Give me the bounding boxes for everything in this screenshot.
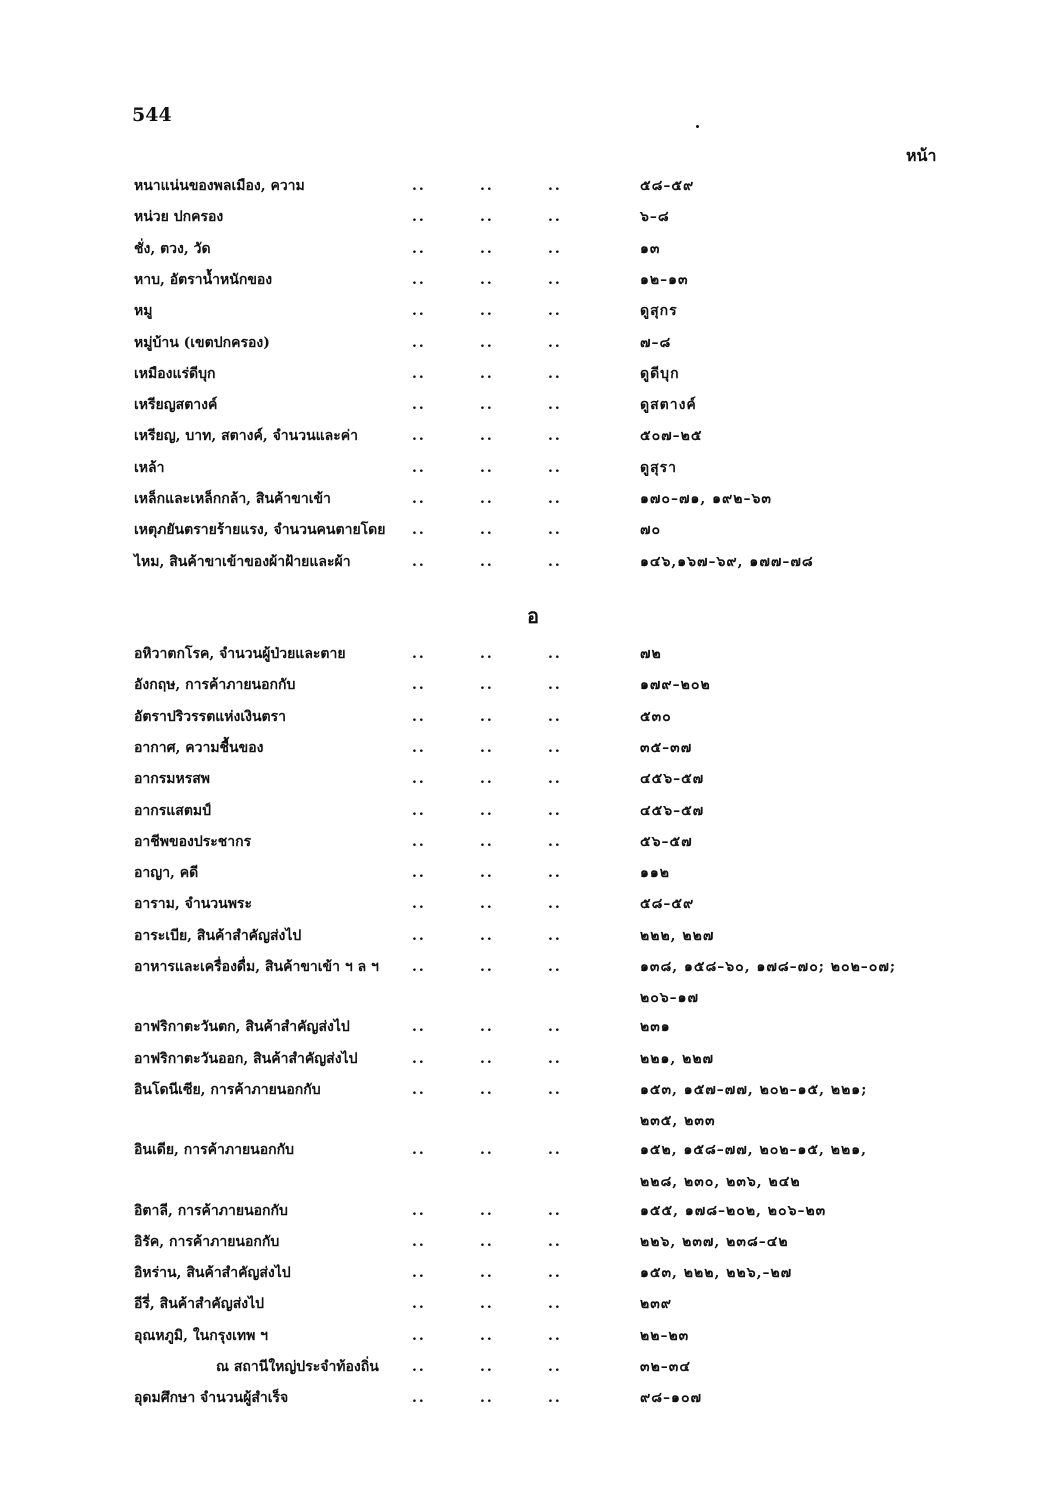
section-letter: อ xyxy=(527,604,540,628)
dot-leader: .. xyxy=(548,1233,562,1250)
entry-pages: ๒๒–๒๓ xyxy=(640,1327,690,1344)
dot-leader: .. xyxy=(548,209,562,226)
dot-leader: .. xyxy=(412,959,426,975)
dot-leader: .. xyxy=(548,1327,562,1344)
entry-term: ณ สถานีใหญ่ประจำท้องถิ่น xyxy=(216,1359,379,1375)
dot-leader: .. xyxy=(548,491,562,507)
entry-pages: ๓๕–๓๗ xyxy=(640,739,693,756)
entry-pages: ๗–๘ xyxy=(640,334,672,351)
entry-pages: ๒๓๑ xyxy=(640,1019,671,1036)
index-entry xyxy=(0,393,1040,417)
dot-leader: .. xyxy=(412,1050,426,1067)
dot-leader: .. xyxy=(412,1202,426,1219)
entry-term: อาราม, จำนวนพระ xyxy=(134,896,252,913)
entry-term: เหรียญ, บาท, สตางค์, จำนวนและค่า xyxy=(134,428,358,445)
dot-leader: .. xyxy=(480,1296,494,1313)
entry-term: หมู xyxy=(134,303,153,320)
dot-leader: .. xyxy=(412,271,426,288)
page-number: 544 xyxy=(132,104,172,126)
dot-leader: .. xyxy=(412,833,426,850)
speck-mark xyxy=(696,125,699,128)
dot-leader: .. xyxy=(480,1233,494,1250)
entry-term: อากาศ, ความชื้นของ xyxy=(134,739,264,756)
entry-term: เหตุภยันตรายร้ายแรง, จำนวนคนตายโดย xyxy=(134,522,386,539)
entry-pages: ๑๗๐–๗๑, ๑๙๒–๖๓ xyxy=(640,491,772,507)
index-entry xyxy=(0,456,1040,480)
entry-term: อาชีพของประชากร xyxy=(134,833,252,850)
dot-leader: .. xyxy=(480,209,494,226)
entry-term: อาฟริกาตะวันออก, สินค้าสำคัญส่งไป xyxy=(134,1050,358,1067)
index-entry xyxy=(0,1230,1040,1254)
dot-leader: .. xyxy=(412,303,426,320)
entry-pages: ๓๒–๓๔ xyxy=(640,1359,691,1375)
dot-leader: .. xyxy=(412,1081,426,1098)
page-column-header: หน้า xyxy=(906,146,937,165)
index-entry xyxy=(0,1047,1040,1071)
entry-term: เหมืองแร่ดีบุก xyxy=(134,365,216,382)
entry-pages-continued: ๒๐๖–๑๗ xyxy=(640,990,700,1007)
dot-leader: .. xyxy=(548,397,562,414)
dot-leader: .. xyxy=(412,459,426,476)
dot-leader: .. xyxy=(412,178,426,194)
dot-leader: .. xyxy=(548,271,562,288)
dot-leader: .. xyxy=(548,865,562,882)
dot-leader: .. xyxy=(480,739,494,756)
entry-pages: ดูสตางค์ xyxy=(640,397,697,414)
entry-term: หาบ, อัตราน้ำหนักของ xyxy=(134,271,273,288)
entry-term: อาหารและเครื่องดื่ม, สินค้าขาเข้า ฯ ล ฯ xyxy=(134,959,379,975)
entry-term: อาญา, คดี xyxy=(134,865,199,882)
entry-term: หมู่บ้าน (เขตปกครอง) xyxy=(134,334,270,351)
dot-leader: .. xyxy=(548,927,562,944)
dot-leader: .. xyxy=(548,771,562,788)
entry-pages: ๔๕๖–๕๗ xyxy=(640,771,705,788)
entry-term: ไหม, สินค้าขาเข้าของผ้าฝ้ายและผ้า xyxy=(134,553,351,570)
index-entry xyxy=(0,892,1040,916)
dot-leader: .. xyxy=(548,959,562,975)
dot-leader: .. xyxy=(548,1359,562,1375)
entry-pages: ๒๒๖, ๒๓๗, ๒๓๘–๔๒ xyxy=(640,1233,789,1250)
index-entry xyxy=(0,1292,1040,1316)
index-entry xyxy=(0,518,1040,542)
dot-leader: .. xyxy=(412,802,426,819)
index-entry xyxy=(0,673,1040,697)
dot-leader: .. xyxy=(412,739,426,756)
dot-leader: .. xyxy=(412,553,426,570)
dot-leader: .. xyxy=(548,428,562,445)
entry-pages: ๕๘–๕๙ xyxy=(640,896,695,913)
index-entry xyxy=(0,299,1040,323)
dot-leader: .. xyxy=(548,1265,562,1282)
dot-leader: .. xyxy=(412,365,426,382)
index-entry xyxy=(0,1355,1040,1379)
dot-leader: .. xyxy=(412,927,426,944)
index-entry xyxy=(0,550,1040,574)
entry-pages: ๕๘–๕๙ xyxy=(640,178,695,194)
dot-leader: .. xyxy=(480,522,494,539)
dot-leader: .. xyxy=(480,896,494,913)
entry-pages: ๒๓๙ xyxy=(640,1296,673,1313)
dot-leader: .. xyxy=(412,646,426,662)
dot-leader: .. xyxy=(480,553,494,570)
entry-term: เหรียญสตางค์ xyxy=(134,397,218,414)
entry-term: อุดมศึกษา จำนวนผู้สำเร็จ xyxy=(134,1390,289,1407)
dot-leader: .. xyxy=(412,397,426,414)
dot-leader: .. xyxy=(412,771,426,788)
index-entry xyxy=(0,362,1040,386)
entry-pages: ๒๒๑, ๒๒๗ xyxy=(640,1050,715,1067)
entry-term: อิหร่าน, สินค้าสำคัญส่งไป xyxy=(134,1265,291,1282)
index-entry xyxy=(0,1386,1040,1410)
entry-term: หน่วย ปกครอง xyxy=(134,209,224,226)
dot-leader: .. xyxy=(548,334,562,351)
dot-leader: .. xyxy=(480,1390,494,1407)
entry-pages: ๑๔๖,๑๖๗–๖๙, ๑๗๗–๗๘ xyxy=(640,553,814,570)
index-entry xyxy=(0,1324,1040,1348)
dot-leader: .. xyxy=(480,334,494,351)
dot-leader: .. xyxy=(548,459,562,476)
index-entry xyxy=(0,268,1040,292)
entry-term: อีรี่, สินค้าสำคัญส่งไป xyxy=(134,1296,265,1313)
index-entry xyxy=(0,237,1040,261)
dot-leader: .. xyxy=(548,708,562,725)
dot-leader: .. xyxy=(548,833,562,850)
dot-leader: .. xyxy=(548,1390,562,1407)
entry-term: ชั่ง, ตวง, วัด xyxy=(134,240,211,257)
entry-pages: ๗๐ xyxy=(640,522,662,539)
index-entry xyxy=(0,1138,1040,1162)
index-entry xyxy=(0,331,1040,355)
entry-pages: ๖–๘ xyxy=(640,209,670,226)
dot-leader: .. xyxy=(412,209,426,226)
dot-leader: .. xyxy=(480,459,494,476)
dot-leader: .. xyxy=(412,1390,426,1407)
entry-pages: ๑๕๒, ๑๕๘–๗๗, ๒๐๒–๑๕, ๒๒๑, xyxy=(640,1142,867,1159)
entry-pages: ๑๕๓, ๒๒๒, ๒๒๖,–๒๗ xyxy=(640,1265,793,1282)
entry-term: อากรแสตมป์ xyxy=(134,802,212,819)
dot-leader: .. xyxy=(480,865,494,882)
entry-term: อากรมหรสพ xyxy=(134,771,211,788)
dot-leader: .. xyxy=(480,240,494,257)
index-entry xyxy=(0,1199,1040,1223)
dot-leader: .. xyxy=(480,365,494,382)
entry-term: หนาแน่นของพลเมือง, ความ xyxy=(134,178,305,194)
entry-pages: ๑๒–๑๓ xyxy=(640,271,689,288)
index-entry xyxy=(0,799,1040,823)
dot-leader: .. xyxy=(480,833,494,850)
entry-pages: ๗๒ xyxy=(640,646,662,662)
dot-leader: .. xyxy=(548,677,562,694)
dot-leader: .. xyxy=(480,1081,494,1098)
dot-leader: .. xyxy=(480,271,494,288)
entry-term: อินโดนีเซีย, การค้าภายนอกกับ xyxy=(134,1081,321,1098)
dot-leader: .. xyxy=(412,896,426,913)
index-entry xyxy=(0,205,1040,229)
dot-leader: .. xyxy=(480,1327,494,1344)
entry-term: อุณหภูมิ, ในกรุงเทพ ฯ xyxy=(134,1327,269,1344)
dot-leader: .. xyxy=(480,771,494,788)
dot-leader: .. xyxy=(548,1296,562,1313)
dot-leader: .. xyxy=(412,1327,426,1344)
entry-pages: ๕๖–๕๗ xyxy=(640,833,693,850)
entry-pages-continued: ๒๓๕, ๒๓๓ xyxy=(640,1113,716,1130)
entry-term: อังกฤษ, การค้าภายนอกกับ xyxy=(134,677,296,694)
index-entry xyxy=(0,1078,1040,1102)
entry-pages-continued: ๒๒๘, ๒๓๐, ๒๓๖, ๒๔๒ xyxy=(640,1173,801,1190)
entry-pages: ๑๕๓, ๑๕๗–๗๗, ๒๐๒–๑๕, ๒๒๑; xyxy=(640,1081,868,1098)
dot-leader: .. xyxy=(548,240,562,257)
index-entry xyxy=(0,955,1040,979)
dot-leader: .. xyxy=(480,1265,494,1282)
entry-term: เหล้า xyxy=(134,459,165,476)
index-entry xyxy=(0,736,1040,760)
dot-leader: .. xyxy=(548,365,562,382)
entry-pages: ดูสุกร xyxy=(640,303,678,320)
dot-leader: .. xyxy=(548,1202,562,1219)
entry-pages: ดูสุรา xyxy=(640,459,678,476)
entry-pages: ๙๘–๑๐๗ xyxy=(640,1390,703,1407)
entry-pages: ๔๕๖–๕๗ xyxy=(640,802,705,819)
dot-leader: .. xyxy=(480,959,494,975)
dot-leader: .. xyxy=(480,303,494,320)
index-entry xyxy=(0,487,1040,511)
dot-leader: .. xyxy=(480,1050,494,1067)
entry-term: อิรัค, การค้าภายนอกกับ xyxy=(134,1233,280,1250)
dot-leader: .. xyxy=(548,553,562,570)
dot-leader: .. xyxy=(548,646,562,662)
entry-term: อาฟริกาตะวันตก, สินค้าสำคัญส่งไป xyxy=(134,1019,350,1036)
index-entry xyxy=(0,861,1040,885)
entry-term: อาระเบีย, สินค้าสำคัญส่งไป xyxy=(134,927,302,944)
dot-leader: .. xyxy=(480,1202,494,1219)
index-entry xyxy=(0,767,1040,791)
dot-leader: .. xyxy=(548,802,562,819)
dot-leader: .. xyxy=(412,865,426,882)
entry-pages: ๑๑๒ xyxy=(640,865,671,882)
dot-leader: .. xyxy=(412,1359,426,1375)
entry-term: อิตาลี, การค้าภายนอกกับ xyxy=(134,1202,288,1219)
dot-leader: .. xyxy=(480,1019,494,1036)
dot-leader: .. xyxy=(548,1019,562,1036)
dot-leader: .. xyxy=(480,708,494,725)
dot-leader: .. xyxy=(412,522,426,539)
dot-leader: .. xyxy=(548,896,562,913)
entry-pages: ๕๐๗–๒๕ xyxy=(640,428,703,445)
dot-leader: .. xyxy=(480,1359,494,1375)
dot-leader: .. xyxy=(548,1142,562,1159)
dot-leader: .. xyxy=(412,334,426,351)
dot-leader: .. xyxy=(548,178,562,194)
dot-leader: .. xyxy=(480,927,494,944)
dot-leader: .. xyxy=(480,677,494,694)
index-entry xyxy=(0,1261,1040,1285)
index-entry xyxy=(0,924,1040,948)
index-entry xyxy=(0,1015,1040,1039)
entry-pages: ดูดีบุก xyxy=(640,365,680,382)
dot-leader: .. xyxy=(548,1081,562,1098)
dot-leader: .. xyxy=(480,397,494,414)
dot-leader: .. xyxy=(412,677,426,694)
dot-leader: .. xyxy=(480,646,494,662)
index-entry xyxy=(0,705,1040,729)
dot-leader: .. xyxy=(412,1142,426,1159)
index-entry-continuation xyxy=(0,1170,1040,1194)
entry-term: เหล็กและเหล็กกล้า, สินค้าขาเข้า xyxy=(134,491,331,507)
entry-pages: ๑๗๙–๒๐๒ xyxy=(640,677,711,694)
dot-leader: .. xyxy=(480,178,494,194)
dot-leader: .. xyxy=(412,1296,426,1313)
index-entry xyxy=(0,174,1040,198)
index-entry-continuation xyxy=(0,986,1040,1010)
entry-pages: ๑๓๘, ๑๕๘–๖๐, ๑๗๘–๗๐; ๒๐๒–๐๗; xyxy=(640,959,897,975)
entry-term: อัตราปริวรรตแห่งเงินตรา xyxy=(134,708,287,725)
index-entry xyxy=(0,830,1040,854)
dot-leader: .. xyxy=(480,428,494,445)
dot-leader: .. xyxy=(480,491,494,507)
dot-leader: .. xyxy=(412,428,426,445)
entry-pages: ๒๒๒, ๒๒๗ xyxy=(640,927,715,944)
dot-leader: .. xyxy=(412,708,426,725)
index-entry xyxy=(0,642,1040,666)
entry-pages: ๑๕๕, ๑๗๘–๒๐๒, ๒๐๖–๒๓ xyxy=(640,1202,827,1219)
dot-leader: .. xyxy=(412,1019,426,1036)
index-entry xyxy=(0,424,1040,448)
dot-leader: .. xyxy=(412,1265,426,1282)
dot-leader: .. xyxy=(548,1050,562,1067)
index-entry-continuation xyxy=(0,1109,1040,1133)
entry-pages: ๑๓ xyxy=(640,240,661,257)
entry-pages: ๕๓๐ xyxy=(640,708,672,725)
dot-leader: .. xyxy=(412,1233,426,1250)
dot-leader: .. xyxy=(412,240,426,257)
dot-leader: .. xyxy=(480,802,494,819)
dot-leader: .. xyxy=(480,1142,494,1159)
dot-leader: .. xyxy=(548,303,562,320)
entry-term: อินเดีย, การค้าภายนอกกับ xyxy=(134,1142,295,1159)
entry-term: อหิวาตกโรค, จำนวนผู้ป่วยและตาย xyxy=(134,646,346,662)
dot-leader: .. xyxy=(412,491,426,507)
dot-leader: .. xyxy=(548,522,562,539)
dot-leader: .. xyxy=(548,739,562,756)
